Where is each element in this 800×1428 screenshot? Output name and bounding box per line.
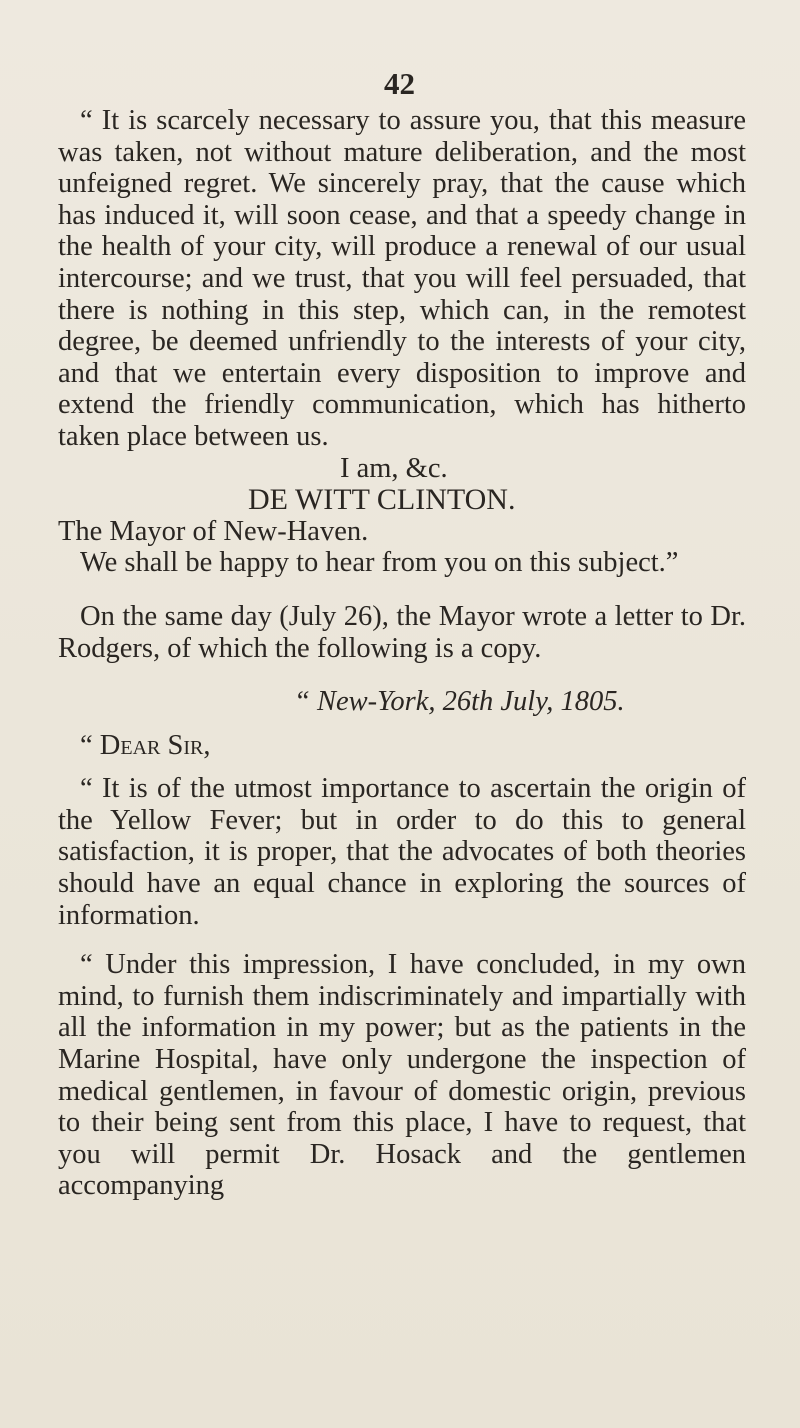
- spacer: [58, 579, 746, 601]
- letter-addressee: The Mayor of New-Haven.: [58, 515, 369, 547]
- spacer: [58, 931, 746, 949]
- letter-postscript: We shall be happy to hear from you on this subject.”: [80, 547, 679, 579]
- page-number: 42: [384, 66, 415, 101]
- letter-paragraph: “ It is of the utmost importance to ascertain the origin of the Yellow Fever; but in order to do this to general satisfaction, it is proper, that the advocates of both theories should have an equal chance in exploring the sources of information.: [58, 773, 746, 931]
- letter-paragraph: “ It is scarcely necessary to assure you, that this measure was taken, not without mature deliberation, and the most unfeigned regret. We sincerely pray, that the cause which has induced it, will soon cease, and that a speedy change in the health of your city, will produce a renewal of our usual intercourse; and we trust, that you will feel persuaded, that there is nothing in this step, which can, in the remotest degree, be deemed unfriendly to the interests of your city, and that we entertain every disposition to improve and extend the friendly communication, which has hitherto taken place between us.: [58, 105, 746, 452]
- spacer: [58, 664, 746, 686]
- narrative-paragraph: On the same day (July 26), the Mayor wrote a letter to Dr. Rodgers, of which the following is a copy.: [58, 600, 746, 664]
- spacer: [58, 761, 746, 773]
- letter-paragraph: “ Under this impression, I have concluded, in my own mind, to furnish them indiscriminately and impartially with all the information in my power; but as the patients in the Marine Hospital, have only undergone the inspection of medical gentlemen, in favour of domestic origin, previous to their being sent from this place, I have to request, that you will permit Dr. Hosack and the gentlemen accompanying: [58, 949, 746, 1202]
- letter-signature: DE WITT CLINTON.: [248, 483, 516, 517]
- letter-salutation: “ Dear Sir,: [80, 729, 211, 761]
- page-body: [58, 105, 746, 1202]
- letter-signoff: I am, &c.: [340, 452, 448, 484]
- spacer: [58, 718, 746, 730]
- letter-dateline: “ New-York, 26th July, 1805.: [294, 686, 625, 718]
